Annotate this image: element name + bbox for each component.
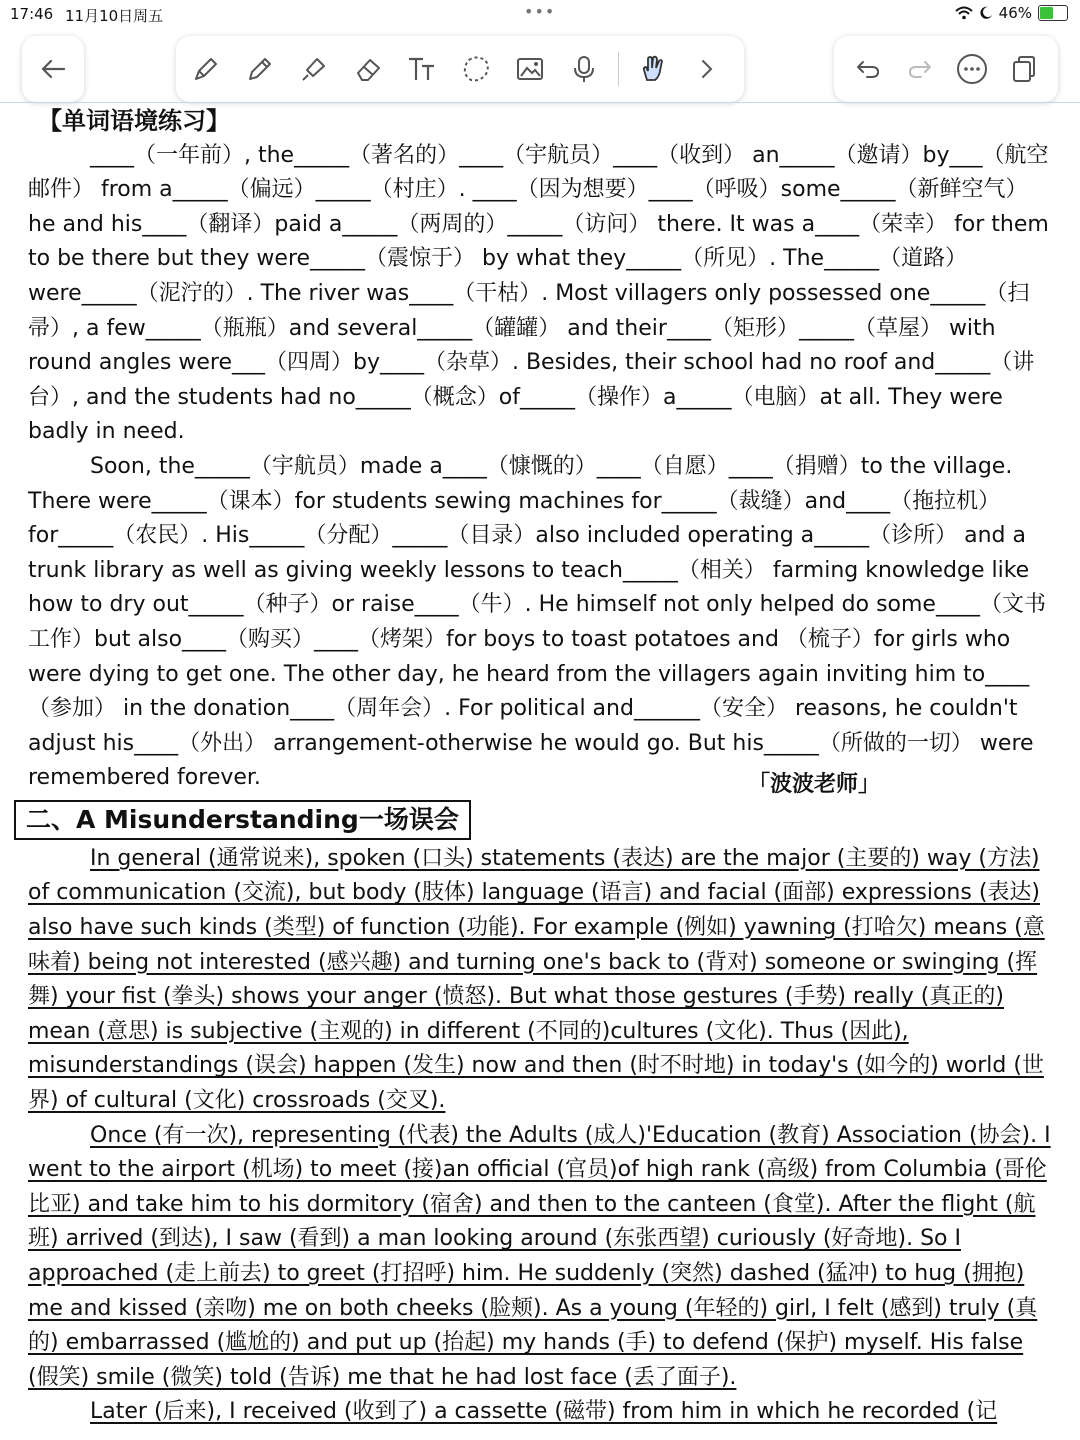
back-button[interactable] — [22, 36, 84, 102]
back-arrow-icon — [40, 58, 66, 80]
status-date: 11月10日周五 — [65, 7, 164, 25]
lasso-tool-button[interactable] — [456, 49, 496, 89]
battery-icon — [1038, 5, 1068, 21]
text-icon — [406, 54, 438, 84]
highlighter-tool-button[interactable] — [294, 49, 334, 89]
undo-button[interactable] — [848, 49, 888, 89]
document-page[interactable] — [28, 104, 1058, 1430]
image-tool-button[interactable] — [510, 49, 550, 89]
paragraph-4: Once (有一次), representing (代表) the Adults (成人)'Education (教育) Association (协会). I went to the airport (机场) to meet (接)an official (官员)of high rank (高级) from Columbia (哥伦比亚) and take him to his dormitory (宿舍) and then to the canteen (食堂). After the flight (航班) arrived (到达), I saw (看到) a man looking around (东张西望) curiously (好奇地). So I approached (走上前去) to greet (打招呼) him. He suddenly (突然) dashed (猛冲) to hug (拥抱) me and kissed (亲吻) me on both cheeks (脸颊). As a young (年轻的) girl, I felt (感到) truly (真的) embarrassed (尴尬的) and put up (抬起) my hands (手) to defend (保护) myself. His false (假笑) smile (微笑) told (告诉) me that he had lost face (丢了面子). — [28, 1122, 1051, 1390]
pencil-icon — [245, 54, 275, 84]
hand-icon — [638, 54, 668, 84]
toolbar — [0, 36, 1080, 102]
pen-tool-button[interactable] — [186, 49, 226, 89]
toolbar-divider — [618, 52, 619, 86]
toolbar-right — [834, 36, 1058, 102]
pages-button[interactable] — [1004, 49, 1044, 89]
undo-icon — [855, 58, 881, 80]
paragraph-5: Later (后来), I received (收到了) a cassette (磁带) from him in which he recorded (记 — [90, 1399, 998, 1425]
tool-palette — [176, 36, 744, 102]
author-signature: 「波波老师」 — [748, 772, 881, 797]
lasso-icon — [461, 54, 491, 84]
section1-heading: 【单词语境练习】 — [38, 107, 230, 135]
image-icon — [515, 54, 545, 84]
battery-percent: 46% — [998, 4, 1032, 22]
text-tool-button[interactable] — [402, 49, 442, 89]
status-bar — [0, 0, 1080, 28]
multitask-dots-icon[interactable]: ••• — [524, 2, 556, 21]
more-button[interactable] — [952, 49, 992, 89]
paragraph-1: ____（一年前）, the_____（著名的）____（宇航员）____（收到） an_____（邀请）by___（航空邮件） from a_____（偏远）_____（村庄）. ____（因为想要）____（呼吸）some_____（新鲜空气） he and his____（翻译）paid a_____（两周的）_____（访问） there. It was a____（荣幸） for them to be there but they were_____（震惊于） by what they_____（所见）. The_____（道路） were_____（泥泞的）. The river was____（干枯）. Most villagers only possessed one_____（扫帚）, a few_____（瓶瓶）and several_____（罐罐） and their____（矩形）_____（草屋） with round angles were___（四周）by____（杂草）. Besides, their school had no roof and_____（讲台）, and the students had no_____（概念）of_____（操作）a_____（电脑）at all. They were badly in need. — [28, 142, 1049, 445]
pages-icon — [1010, 54, 1038, 84]
redo-icon — [907, 58, 933, 80]
more-tools-button[interactable] — [687, 49, 727, 89]
highlighter-icon — [299, 54, 329, 84]
section2-title: 二、A Misunderstanding一场误会 — [14, 800, 471, 840]
paragraph-2: Soon, the_____（宇航员）made a____（慷慨的）____（自愿）____（捐赠）to the village. There were_____（课本）for students sewing machines for_____（裁缝）and____（拖拉机） for_____（农民）. His_____（分配）_____（目录）also included operating a_____（诊所） and a trunk library as well as giving weekly lessons to teach_____（相关） farming knowledge like how to dry out_____（种子）or raise____（牛）. He himself not only helped do some____（文书工作）but also____（购买）____（烤架）for boys to toast potatoes and （梳子）for girls who were dying to get one. The other day, he heard from the villagers again inviting him to____（参加） in the donation____（周年会）. For political and______（安全） reasons, he couldn't adjust his____（外出） arrangement-otherwise he would go. But his_____（所做的一切） were remembered forever. — [28, 453, 1046, 791]
paragraph-3: In general (通常说来), spoken (口头) statements (表达) are the major (主要的) way (方法) of communication (交流), but body (肢体) language (语言) and facial (面部) expressions (表达) also have such kinds (类型) of function (功能). For example (例如) yawning (打哈欠) means (意味着) being not interested (感兴趣) and turning one's back to (背对) someone or swinging (挥舞) your fist (拳头) shows your anger (愤怒). But what those gestures (手势) really (真正的) mean (意思) is subjective (主观的) in different (不同的)cultures (文化). Thus (因此), misunderstandings (误会) happen (发生) now and then (时不时地) in today's (如今的) world (世界) of cultural (文化) crossroads (交叉). — [28, 845, 1045, 1114]
status-time: 17:46 — [10, 5, 54, 23]
redo-button[interactable] — [900, 49, 940, 89]
pen-icon — [191, 54, 221, 84]
more-icon — [956, 53, 988, 85]
pencil-tool-button[interactable] — [240, 49, 280, 89]
eraser-icon — [353, 54, 383, 84]
eraser-tool-button[interactable] — [348, 49, 388, 89]
toolbar-divider-line — [0, 102, 1080, 103]
mic-icon — [571, 54, 597, 84]
mic-tool-button[interactable] — [564, 49, 604, 89]
moon-icon — [979, 6, 993, 20]
chevron-right-icon — [699, 58, 715, 80]
hand-tool-button[interactable] — [633, 49, 673, 89]
wifi-icon — [955, 6, 973, 20]
